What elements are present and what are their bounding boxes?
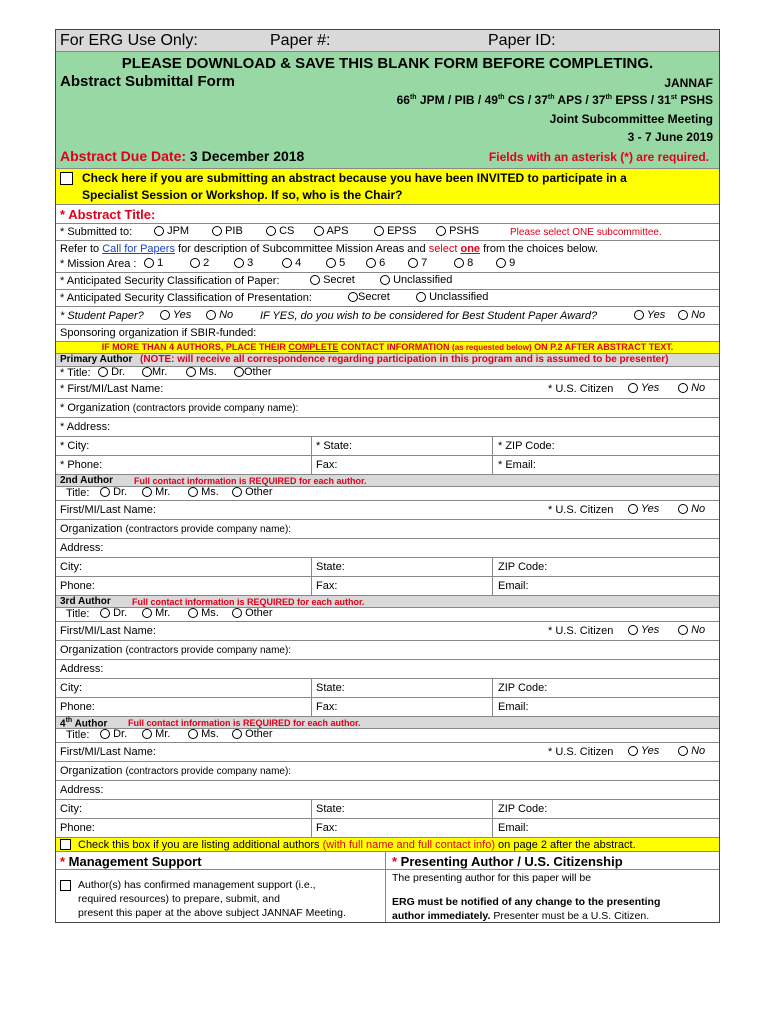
primary-address-row[interactable] <box>56 418 719 437</box>
abstract-title-row[interactable] <box>56 205 719 224</box>
title-ms[interactable]: Ms. <box>188 728 219 740</box>
primary-author-label: Primary Author <box>60 354 133 365</box>
mission-row <box>56 241 719 273</box>
zip-label: ZIP Code: <box>498 561 548 573</box>
address-label: Address: <box>60 542 104 554</box>
radio-icon <box>98 367 108 377</box>
author2-title-row <box>56 487 719 501</box>
mission-label: * Mission Area : <box>60 258 137 270</box>
city-label: City: <box>60 682 82 694</box>
zip-label: ZIP Code: <box>498 803 548 815</box>
author3-name-row[interactable] <box>56 622 719 641</box>
radio-icon <box>100 487 110 497</box>
author3-org-row[interactable] <box>56 641 719 660</box>
radio-icon <box>628 746 638 756</box>
title-other[interactable]: Other <box>232 486 273 498</box>
radio-icon <box>266 226 276 236</box>
abstract-title-label: * Abstract Title: <box>60 207 156 222</box>
title-ms[interactable]: Ms. <box>188 486 219 498</box>
author3-phone-row[interactable] <box>56 698 719 717</box>
primary-org-row[interactable] <box>56 399 719 418</box>
city-label: * City: <box>60 440 90 452</box>
org-label: Organization (contractors provide company name): <box>60 523 292 535</box>
radio-icon <box>142 608 152 618</box>
fax-label: Fax: <box>316 822 338 834</box>
radio-icon <box>366 258 376 268</box>
radio-icon <box>234 367 244 377</box>
author2-address-row[interactable] <box>56 539 719 558</box>
radio-icon <box>232 729 242 739</box>
email-label: * Email: <box>498 459 536 471</box>
title-label: * Title: <box>60 367 91 379</box>
mission-8[interactable]: 8 <box>454 257 473 269</box>
radio-icon <box>206 310 216 320</box>
author4-city-row[interactable] <box>56 800 719 819</box>
fax-label: Fax: <box>316 459 338 471</box>
phone-label: Phone: <box>60 701 95 713</box>
author3-title-row <box>56 608 719 622</box>
radio-icon <box>436 226 446 236</box>
submitted-label: * Submitted to: <box>60 226 133 238</box>
author2-note: Full contact information is REQUIRED for each author. <box>134 476 367 486</box>
email-label: Email: <box>498 580 529 592</box>
title-other[interactable]: Other <box>232 607 273 619</box>
radio-icon <box>416 292 426 302</box>
radio-icon <box>100 608 110 618</box>
author2-org-row[interactable] <box>56 520 719 539</box>
title-ms[interactable]: Ms. <box>188 607 219 619</box>
radio-icon <box>188 608 198 618</box>
best-paper-yes[interactable]: Yes <box>634 309 665 321</box>
sponsor-row[interactable] <box>56 325 719 342</box>
security-pres-secret[interactable]: Secret <box>348 291 390 303</box>
paper-id-label: Paper ID: <box>488 32 556 49</box>
radio-icon <box>310 275 320 285</box>
title-mr[interactable]: Mr. <box>142 728 170 740</box>
radio-icon <box>678 746 688 756</box>
radio-icon <box>374 226 384 236</box>
mission-7[interactable]: 7 <box>408 257 427 269</box>
zip-label: * ZIP Code: <box>498 440 555 452</box>
title-dr[interactable]: Dr. <box>98 366 125 378</box>
phone-label: * Phone: <box>60 459 103 471</box>
due-date-label: Abstract Due Date: 3 December 2018 <box>60 148 305 164</box>
citizen-no[interactable]: No <box>678 382 705 394</box>
author4-address-row[interactable] <box>56 781 719 800</box>
title-other[interactable]: Other <box>232 728 273 740</box>
support-section <box>56 852 719 922</box>
download-notice: PLEASE DOWNLOAD & SAVE THIS BLANK FORM BEFORE COMPLETING. <box>121 55 654 72</box>
opt-epss[interactable]: EPSS <box>374 225 416 237</box>
radio-icon <box>154 226 164 236</box>
radio-icon <box>628 625 638 635</box>
citizen-label: * U.S. Citizen <box>548 625 614 637</box>
mission-3[interactable]: 3 <box>234 257 253 269</box>
refer-text: Refer to Call for Papers for description of Subcommittee Mission Areas and select one from the choices below. <box>60 243 599 255</box>
invited-checkbox[interactable] <box>60 172 73 185</box>
citizen-no[interactable]: No <box>678 503 705 515</box>
additional-authors-text: Check this box if you are listing additional authors (with full name and full contact info) on page 2 after the abstract. <box>78 839 636 851</box>
meeting-type: Joint Subcommittee Meeting <box>549 112 713 126</box>
author4-label: 4th Author <box>60 717 108 730</box>
erg-use-label: For ERG Use Only: <box>60 32 198 49</box>
mission-5[interactable]: 5 <box>326 257 345 269</box>
student-label: * Student Paper? <box>60 310 144 322</box>
citizen-no[interactable]: No <box>678 624 705 636</box>
mission-1[interactable]: 1 <box>144 257 163 269</box>
org-label: Organization (contractors provide company name): <box>60 644 292 656</box>
title-mr[interactable]: Mr. <box>142 366 167 378</box>
title-mr[interactable]: Mr. <box>142 486 170 498</box>
name-label: First/MI/Last Name: <box>60 746 156 758</box>
meeting-line: 66th JPM / PIB / 49th CS / 37th APS / 37th EPSS / 31st PSHS <box>396 93 713 107</box>
author3-label: 3rd Author <box>60 596 111 607</box>
security-paper-row <box>56 273 719 290</box>
radio-icon <box>188 487 198 497</box>
name-label: First/MI/Last Name: <box>60 625 156 637</box>
presenting-text1: The presenting author for this paper will be <box>392 872 592 884</box>
author4-phone-row[interactable] <box>56 819 719 838</box>
radio-icon <box>678 504 688 514</box>
invited-line2: Specialist Session or Workshop. If so, who is the Chair? <box>82 188 403 202</box>
title-label: Title: <box>66 608 90 620</box>
email-label: Email: <box>498 701 529 713</box>
call-for-papers-link[interactable]: Call for Papers <box>102 243 175 255</box>
management-text1: Author(s) has confirmed management support (i.e., <box>78 879 316 891</box>
citizen-yes[interactable]: Yes <box>628 503 659 515</box>
state-label: State: <box>316 803 345 815</box>
management-text2: required resources) to prepare, submit, and <box>78 893 280 905</box>
radio-icon <box>142 487 152 497</box>
more-authors-note: IF MORE THAN 4 AUTHORS, PLACE THEIR COMPLETE CONTACT INFORMATION (as requested below) ON P.2 AFTER ABSTRACT TEXT. <box>101 342 674 352</box>
author2-name-row[interactable] <box>56 501 719 520</box>
more-authors-row <box>56 342 719 354</box>
title-dr[interactable]: Dr. <box>100 728 127 740</box>
radio-icon <box>212 226 222 236</box>
radio-icon <box>454 258 464 268</box>
radio-icon <box>678 625 688 635</box>
presenting-bold: ERG must be notified of any change to the presenting <box>392 896 661 908</box>
radio-icon <box>314 226 324 236</box>
invited-row <box>56 169 719 205</box>
radio-icon <box>496 258 506 268</box>
radio-icon <box>628 383 638 393</box>
city-label: City: <box>60 803 82 815</box>
fax-label: Fax: <box>316 701 338 713</box>
citizen-yes[interactable]: Yes <box>628 624 659 636</box>
name-label: * First/MI/Last Name: <box>60 383 164 395</box>
security-paper-unclassified[interactable]: Unclassified <box>380 274 452 286</box>
title-label: Title: <box>66 729 90 741</box>
opt-pshs[interactable]: PSHS <box>436 225 479 237</box>
student-yes[interactable]: Yes <box>160 309 191 321</box>
opt-jpm[interactable]: JPM <box>154 225 189 237</box>
fax-label: Fax: <box>316 580 338 592</box>
name-label: First/MI/Last Name: <box>60 504 156 516</box>
org-name: JANNAF <box>664 76 713 90</box>
radio-icon <box>628 504 638 514</box>
sponsor-label: Sponsoring organization if SBIR-funded: <box>60 327 257 339</box>
management-title: * Management Support <box>60 854 202 869</box>
radio-icon <box>188 729 198 739</box>
address-label: Address: <box>60 784 104 796</box>
radio-icon <box>142 367 152 377</box>
phone-label: Phone: <box>60 580 95 592</box>
presenting-text2: author immediately. Presenter must be a U.S. Citizen. <box>392 910 650 922</box>
required-note: Fields with an asterisk (*) are required. <box>488 150 709 164</box>
mission-6[interactable]: 6 <box>366 257 385 269</box>
author3-city-row[interactable] <box>56 679 719 698</box>
citizen-no[interactable]: No <box>678 745 705 757</box>
title-mr[interactable]: Mr. <box>142 607 170 619</box>
security-pres-unclassified[interactable]: Unclassified <box>416 291 488 303</box>
author4-name-row[interactable] <box>56 743 719 762</box>
security-paper-label: * Anticipated Security Classification of Paper: <box>60 275 280 287</box>
citizen-yes[interactable]: Yes <box>628 745 659 757</box>
additional-authors-row <box>56 838 719 852</box>
primary-author-note: (NOTE: will receive all correspondence regarding participation in this program and is assumed to be presenter) <box>140 354 669 365</box>
radio-icon <box>190 258 200 268</box>
meeting-dates: 3 - 7 June 2019 <box>627 130 713 144</box>
paper-number-label: Paper #: <box>270 32 331 49</box>
citizen-label: * U.S. Citizen <box>548 504 614 516</box>
primary-title-row <box>56 367 719 380</box>
primary-city-row[interactable] <box>56 437 719 456</box>
radio-icon <box>678 383 688 393</box>
security-paper-secret[interactable]: Secret <box>310 274 355 286</box>
radio-icon <box>678 310 688 320</box>
form-title: Abstract Submittal Form <box>60 73 236 90</box>
author3-address-row[interactable] <box>56 660 719 679</box>
header-block <box>56 52 719 169</box>
zip-label: ZIP Code: <box>498 682 548 694</box>
radio-icon <box>100 729 110 739</box>
management-checkbox[interactable] <box>60 880 71 891</box>
author4-org-row[interactable] <box>56 762 719 781</box>
best-paper-no[interactable]: No <box>678 309 705 321</box>
email-label: Email: <box>498 822 529 834</box>
author2-city-row[interactable] <box>56 558 719 577</box>
primary-name-row[interactable] <box>56 380 719 399</box>
radio-icon <box>144 258 154 268</box>
radio-icon <box>234 258 244 268</box>
title-label: Title: <box>66 487 90 499</box>
opt-pib[interactable]: PIB <box>212 225 243 237</box>
radio-icon <box>326 258 336 268</box>
author4-note: Full contact information is REQUIRED for each author. <box>128 718 361 728</box>
presenting-title: * Presenting Author / U.S. Citizenship <box>392 854 623 869</box>
author2-phone-row[interactable] <box>56 577 719 596</box>
org-label: Organization (contractors provide company name): <box>60 765 292 777</box>
radio-icon <box>380 275 390 285</box>
mission-4[interactable]: 4 <box>282 257 301 269</box>
citizen-label: * U.S. Citizen <box>548 746 614 758</box>
citizen-label: * U.S. Citizen <box>548 383 614 395</box>
title-dr[interactable]: Dr. <box>100 486 127 498</box>
mission-2[interactable]: 2 <box>190 257 209 269</box>
radio-icon <box>186 367 196 377</box>
security-pres-row <box>56 290 719 307</box>
title-other[interactable]: Other <box>234 366 272 378</box>
address-label: * Address: <box>60 421 111 433</box>
title-dr[interactable]: Dr. <box>100 607 127 619</box>
city-label: City: <box>60 561 82 573</box>
opt-cs[interactable]: CS <box>266 225 294 237</box>
student-row <box>56 307 719 325</box>
mission-9[interactable]: 9 <box>496 257 515 269</box>
radio-icon <box>232 608 242 618</box>
phone-label: Phone: <box>60 822 95 834</box>
state-label: State: <box>316 682 345 694</box>
title-ms[interactable]: Ms. <box>186 366 217 378</box>
security-pres-label: * Anticipated Security Classification of Presentation: <box>60 292 312 304</box>
radio-icon <box>142 729 152 739</box>
state-label: State: <box>316 561 345 573</box>
primary-phone-row[interactable] <box>56 456 719 475</box>
author2-label: 2nd Author <box>60 475 113 486</box>
radio-icon <box>348 292 358 302</box>
radio-icon <box>160 310 170 320</box>
radio-icon <box>634 310 644 320</box>
submitted-row <box>56 224 719 241</box>
citizen-yes[interactable]: Yes <box>628 382 659 394</box>
opt-aps[interactable]: APS <box>314 225 348 237</box>
submitted-note: Please select ONE subcommittee. <box>510 227 662 238</box>
student-no[interactable]: No <box>206 309 233 321</box>
radio-icon <box>408 258 418 268</box>
author4-title-row <box>56 729 719 743</box>
erg-use-row <box>56 30 719 52</box>
radio-icon <box>282 258 292 268</box>
org-label: * Organization (contractors provide company name): <box>60 402 299 414</box>
invited-line1: Check here if you are submitting an abstract because you have been INVITED to participate in a <box>82 171 627 185</box>
author3-note: Full contact information is REQUIRED for each author. <box>132 597 365 607</box>
best-paper-question: IF YES, do you wish to be considered for Best Student Paper Award? <box>260 310 598 322</box>
additional-authors-checkbox[interactable] <box>60 839 71 850</box>
address-label: Address: <box>60 663 104 675</box>
state-label: * State: <box>316 440 353 452</box>
abstract-form <box>55 29 720 923</box>
management-text3: present this paper at the above subject JANNAF Meeting. <box>78 907 346 919</box>
radio-icon <box>232 487 242 497</box>
